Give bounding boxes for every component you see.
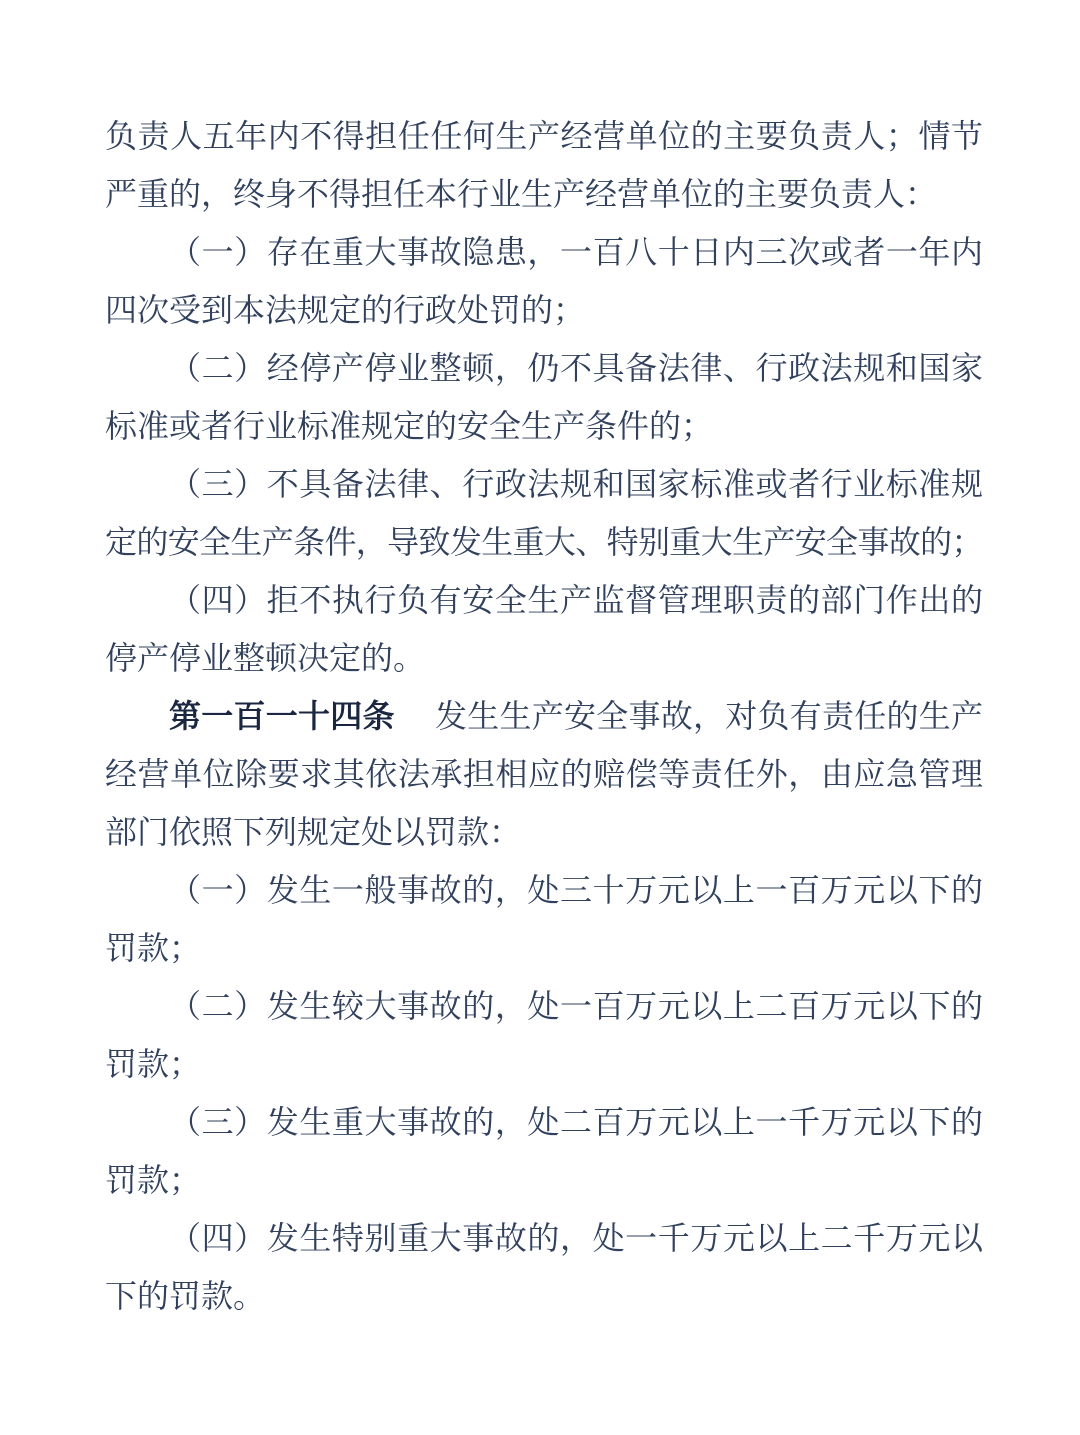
text-line [105, 861, 983, 919]
text-line [105, 513, 983, 571]
line-text: 罚款； [105, 1046, 202, 1082]
line-text: 定的安全生产条件，导致发生重大、特别重大生产安全事故的； [105, 524, 983, 560]
line-text: 标准或者行业标准规定的安全生产条件的； [105, 408, 714, 444]
line-text: 四次受到本法规定的行政处罚的； [105, 292, 586, 328]
line-text: （三）不具备法律、行政法规和国家标准或者行业标准规 [169, 466, 983, 502]
text-line [105, 397, 983, 455]
line-text: 发生生产安全事故，对负有责任的生产 [402, 698, 983, 734]
text-line [105, 977, 983, 1035]
line-text: 部门依照下列规定处以罚款： [105, 814, 522, 850]
line-text: （四）拒不执行负有安全生产监督管理职责的部门作出的 [169, 582, 983, 618]
text-line [105, 165, 983, 223]
line-text: 罚款； [105, 930, 202, 966]
line-text: （一）发生一般事故的，处三十万元以上一百万元以下的 [169, 872, 983, 908]
text-line [105, 745, 983, 803]
line-text: 严重的，终身不得担任本行业生产经营单位的主要负责人： [105, 176, 938, 212]
text-line [105, 1267, 983, 1325]
text-line [105, 803, 983, 861]
text-line [105, 223, 983, 281]
text-line [105, 1035, 983, 1093]
text-line [105, 1209, 983, 1267]
text-line [105, 455, 983, 513]
line-text: （四）发生特别重大事故的，处一千万元以上二千万元以 [169, 1220, 983, 1256]
text-line [105, 629, 983, 687]
document-body [105, 107, 983, 1325]
article-number: 第一百一十四条 [169, 698, 395, 734]
text-line [105, 339, 983, 397]
text-line [105, 1093, 983, 1151]
line-text: （三）发生重大事故的，处二百万元以上一千万元以下的 [169, 1104, 983, 1140]
text-line [105, 1151, 983, 1209]
text-line [105, 687, 983, 745]
text-line [105, 281, 983, 339]
line-text: 停产停业整顿决定的。 [105, 640, 426, 676]
line-text: （一）存在重大事故隐患，一百八十日内三次或者一年内 [169, 234, 983, 270]
text-line [105, 919, 983, 977]
text-line [105, 571, 983, 629]
line-text: 下的罚款。 [105, 1278, 266, 1314]
line-text: 经营单位除要求其依法承担相应的赔偿等责任外，由应急管理 [105, 756, 983, 792]
line-text: 负责人五年内不得担任任何生产经营单位的主要负责人；情节 [105, 118, 983, 154]
line-text: （二）经停产停业整顿，仍不具备法律、行政法规和国家 [169, 350, 983, 386]
line-text: （二）发生较大事故的，处一百万元以上二百万元以下的 [169, 988, 983, 1024]
text-line [105, 107, 983, 165]
line-text: 罚款； [105, 1162, 202, 1198]
